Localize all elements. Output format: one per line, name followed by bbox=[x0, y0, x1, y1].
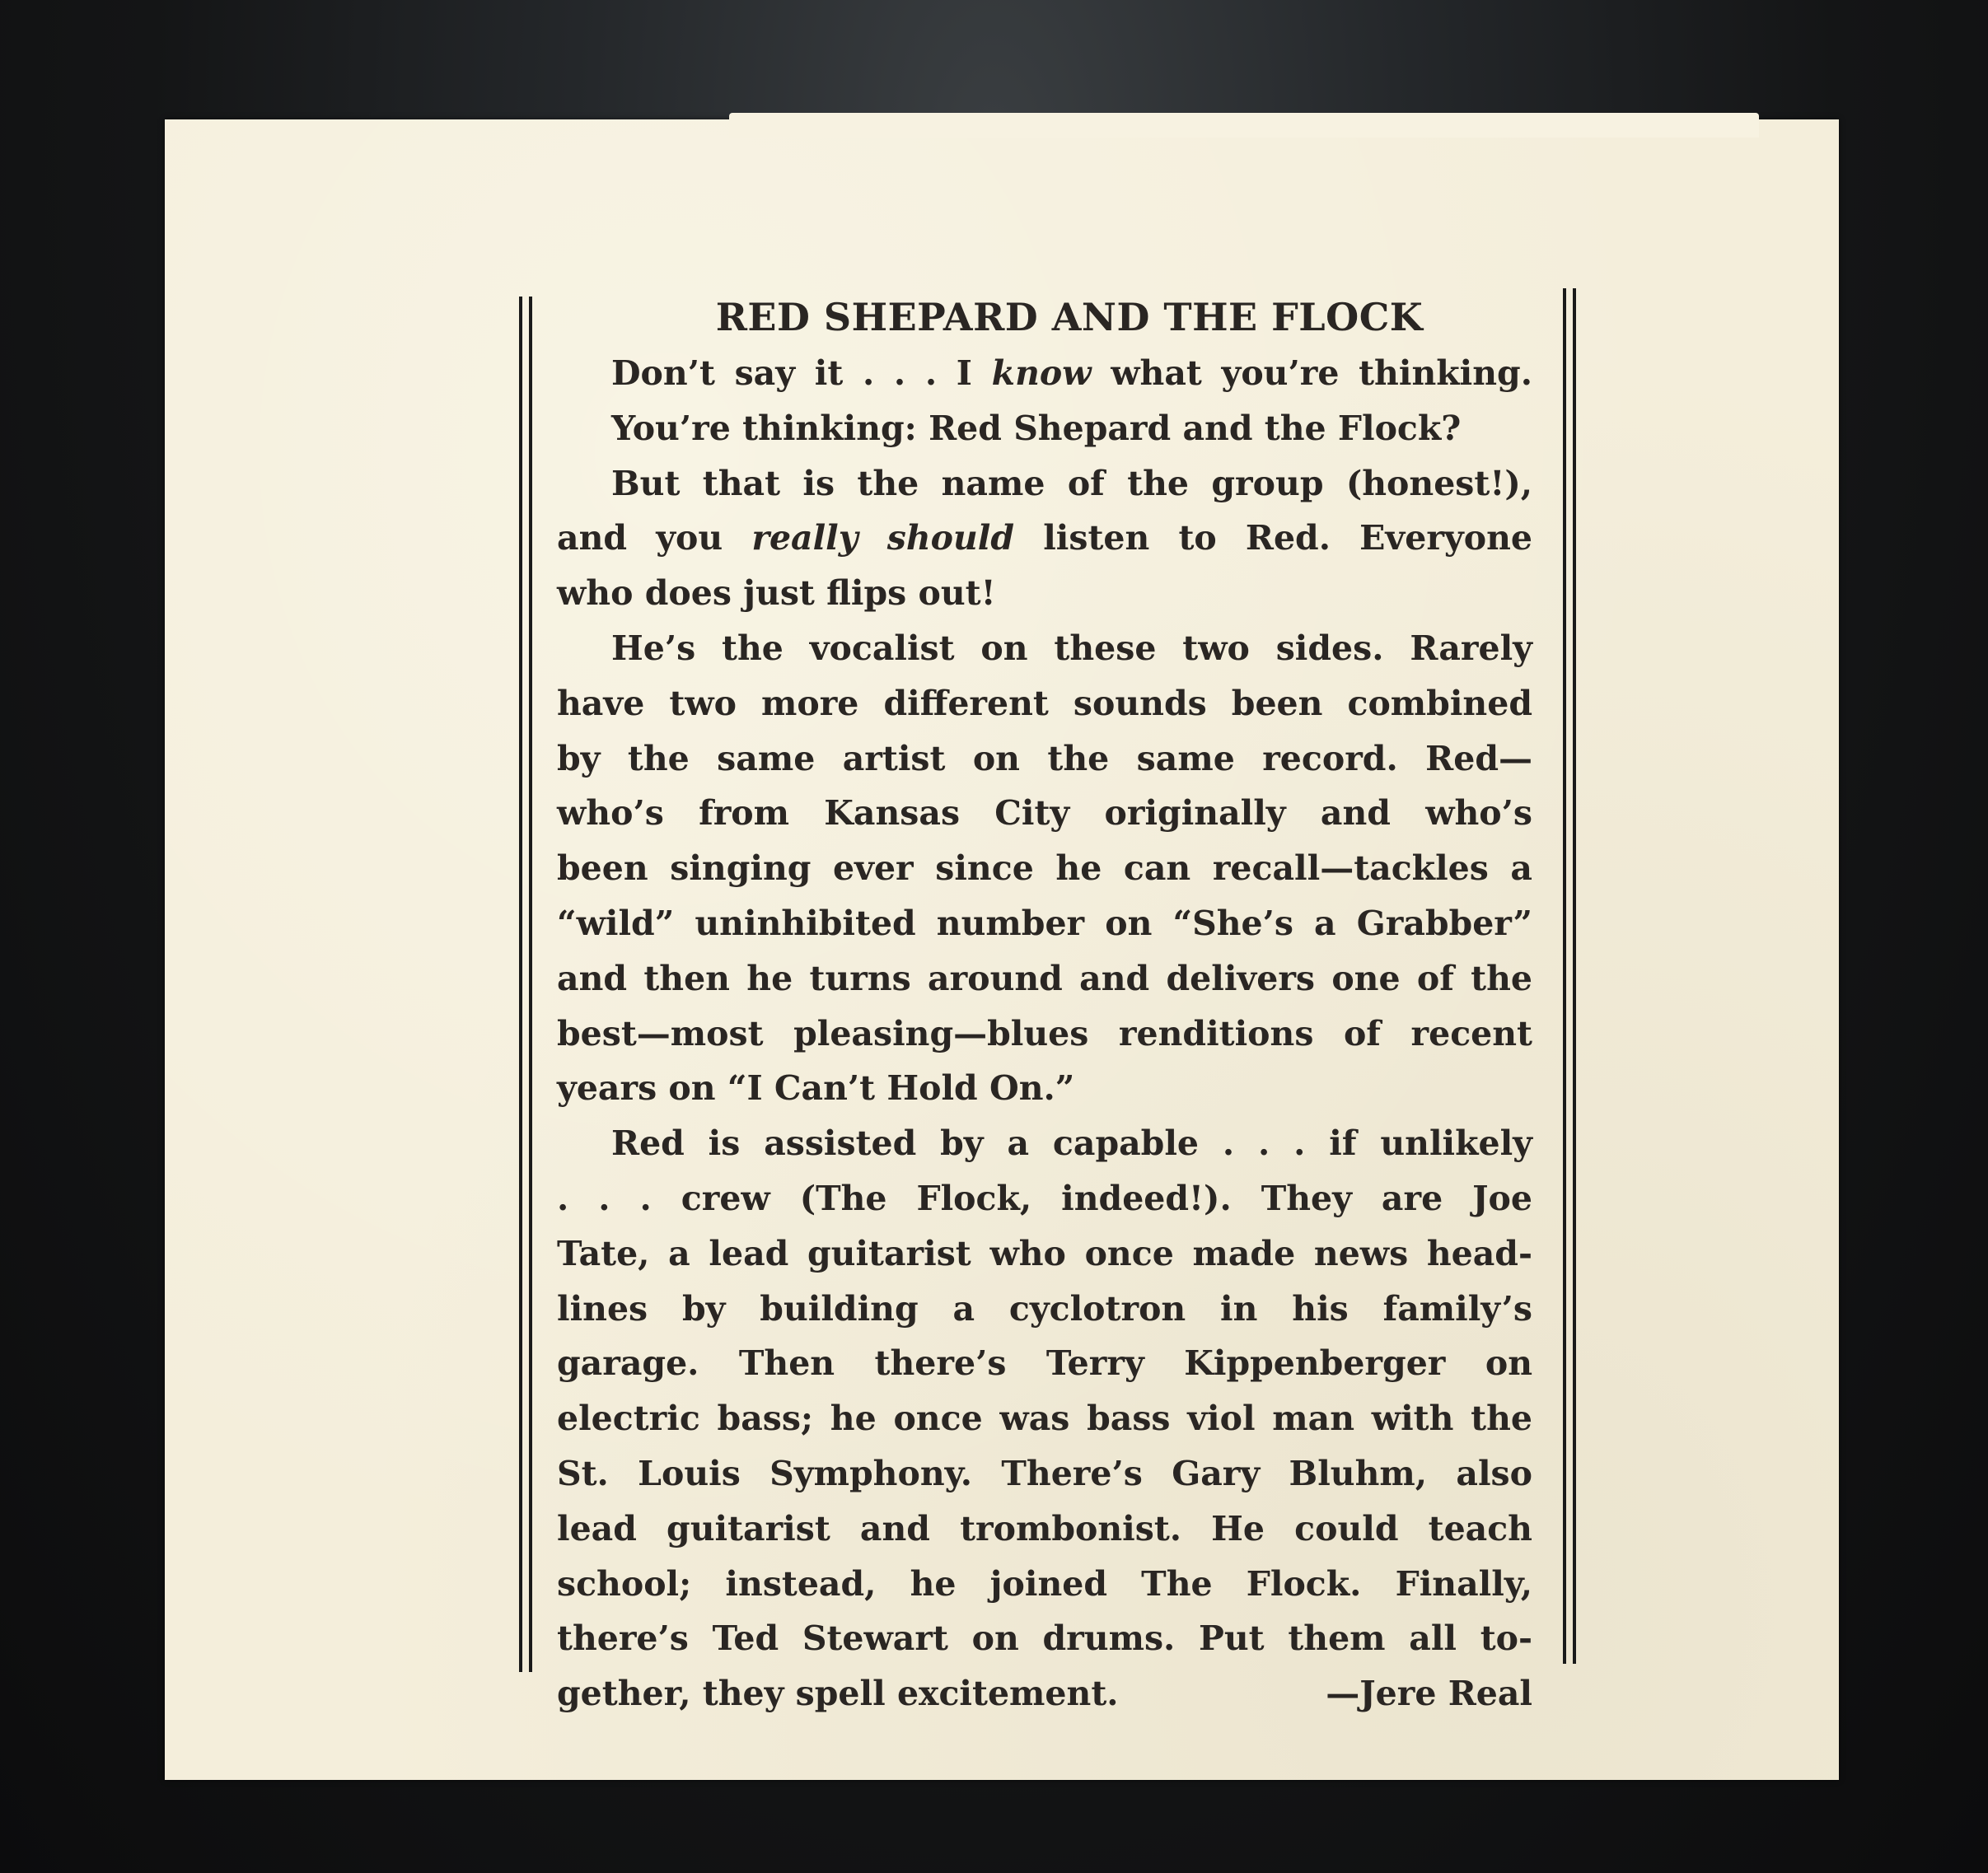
paragraph-2: You’re thinking: Red Shepard and the Flock? bbox=[611, 408, 1462, 448]
liner-notes bbox=[557, 288, 1532, 1721]
paragraph-5-line-7: St. Louis Symphony. There’s Gary Bluhm, also bbox=[557, 1453, 1532, 1493]
paragraph-3-line-2: and you really should listen to Red. Everyone bbox=[557, 518, 1532, 558]
paragraph-4-line-6: “wild” uninhibited number on “She’s a Grabber” bbox=[557, 903, 1532, 943]
paragraph-5-line-9: school; instead, he joined The Flock. Finally, bbox=[557, 1563, 1532, 1604]
paragraph-4-line-1: He’s the vocalist on these two sides. Rarely bbox=[611, 628, 1532, 668]
paragraph-5-line-8: lead guitarist and trombonist. He could teach bbox=[557, 1508, 1532, 1548]
paragraph-5-line-3: Tate, a lead guitarist who once made news head- bbox=[557, 1233, 1532, 1273]
paragraph-4-line-2: have two more different sounds been combined bbox=[557, 683, 1532, 723]
paragraph-4-line-9: years on “I Can’t Hold On.” bbox=[557, 1068, 1075, 1109]
paragraph-5-line-5: garage. Then there’s Terry Kippenberger on bbox=[557, 1343, 1532, 1384]
paragraph-4-line-7: and then he turns around and delivers one of the bbox=[557, 958, 1532, 998]
paragraph-4-line-3: by the same artist on the same record. Red— bbox=[557, 738, 1532, 778]
paragraph-5-line-2: . . . crew (The Flock, indeed!). They are Joe bbox=[557, 1178, 1532, 1218]
paragraph-1: Don’t say it . . . I know what you’re thinking. bbox=[611, 353, 1532, 393]
paragraph-4-line-5: been singing ever since he can recall—tackles a bbox=[557, 848, 1532, 889]
paragraph-3-line-3: who does just flips out! bbox=[557, 573, 996, 614]
frame-rule-right-inner bbox=[1563, 288, 1566, 1664]
paragraph-5-line-6: electric bass; he once was bass viol man with the bbox=[557, 1399, 1532, 1439]
paragraph-5-line-1: Red is assisted by a capable . . . if unlikely bbox=[611, 1123, 1532, 1164]
paragraph-4-line-8: best—most pleasing—blues renditions of recent bbox=[557, 1013, 1532, 1053]
paragraph-5-line-4: lines by building a cyclotron in his family’s bbox=[557, 1288, 1532, 1329]
paragraph-5-line-11: gether, they spell excitement. —Jere Real bbox=[557, 1666, 1532, 1721]
frame-rule-left bbox=[519, 297, 522, 1672]
paragraph-4-line-4: who’s from Kansas City originally and who’s bbox=[557, 793, 1532, 834]
frame-rule-left-inner bbox=[529, 297, 532, 1672]
author-signature: —Jere Real bbox=[1326, 1674, 1532, 1714]
sleeve-flap bbox=[729, 113, 1759, 138]
paragraph-5-line-10: there’s Ted Stewart on drums. Put them all to- bbox=[557, 1618, 1532, 1659]
frame-rule-right bbox=[1573, 288, 1576, 1664]
paragraph-3-line-1: But that is the name of the group (honest!), bbox=[611, 463, 1532, 503]
article-title: RED SHEPARD AND THE FLOCK bbox=[715, 295, 1424, 339]
